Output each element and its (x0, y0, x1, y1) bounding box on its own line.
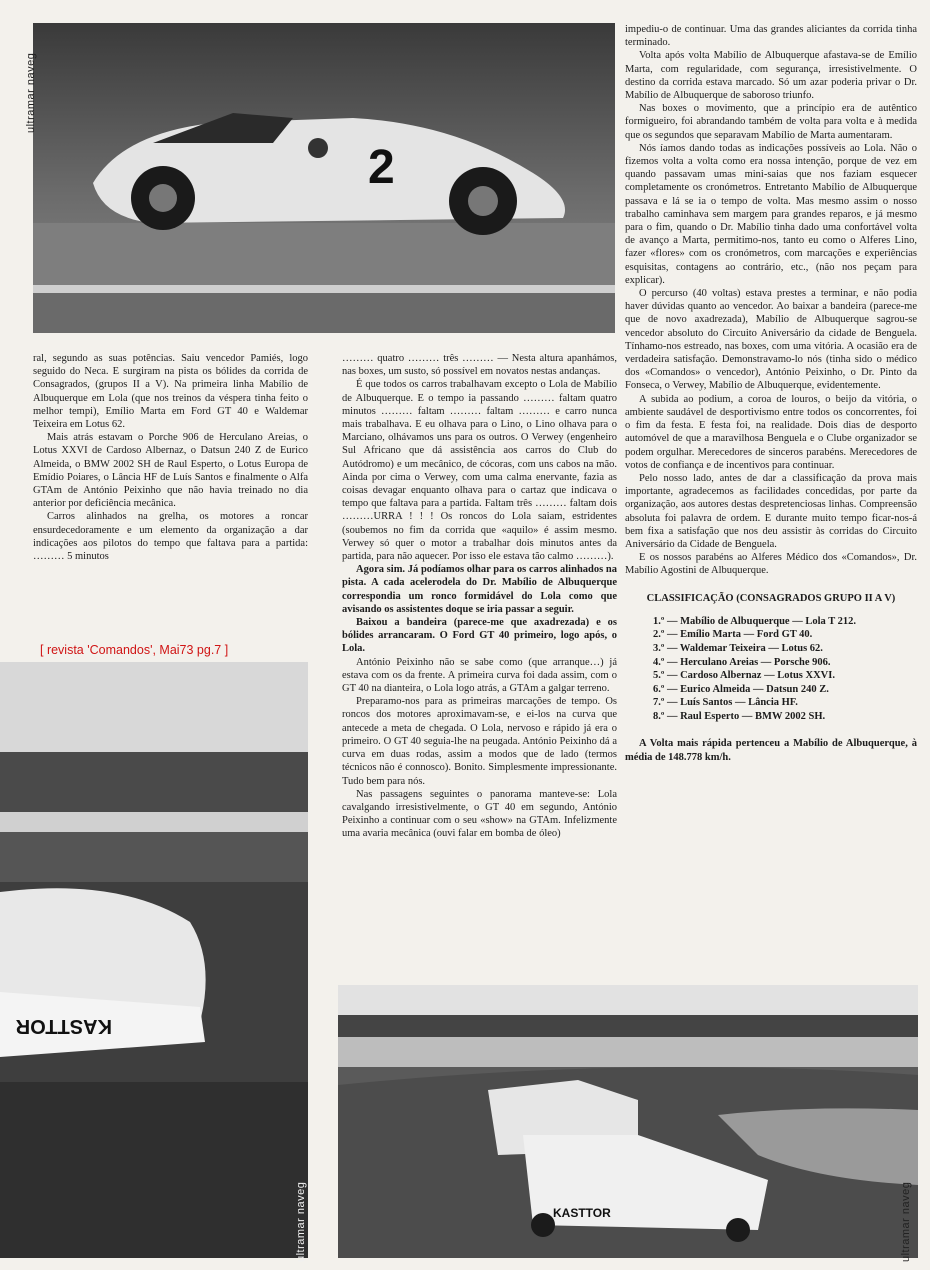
paragraph: E os nossos parabéns ao Alferes Médico dos «Comandos», Dr. Mabílio Agostini de Albuquerque. (625, 552, 917, 577)
paragraph: Baixou a bandeira (parece-me que axadrezada) e os bólides arrancaram. O Ford GT 40 primeiro, logo após, o Lola. (342, 617, 617, 655)
classification-entry: 3.º — Waldemar Teixeira — Lotus 62. (653, 642, 823, 654)
paragraph: Nós íamos dando todas as indicações possíveis ao Lola. Não o fizemos volta a volta como era nossa intenção, porque de vez em quando passavam umas mini-saias que nos faziam esquecer completamente os cronómetros. Entretanto Mabílio de Albuquerque passava e lá se ia o tempo de volta. Mas mesmo assim o nosso trabalho caminhava sem margem para grandes reparos, e já mesmo para o fim, quando o Dr. Mabílio tinha dado uma confortável volta de avanço a Marta, permitimo-nos, tanto eu como o Alferes Lino, fazer «flores» com os cronómetros, com marcações e experiências esquisitas, contagens ao contrário, etc., (não nos peçam para explicar). (625, 142, 917, 286)
sponsor-logo: KASTTOR (553, 1206, 611, 1220)
classification-entry: 4.º — Herculano Areias — Porsche 906. (653, 656, 831, 668)
photo-race-track-right (338, 985, 918, 1258)
paragraph: Preparamo-nos para as primeiras marcações de tempo. Os roncos dos motores aproximavam-se, e ei-los na curva que antecede a meta de chegada. O Lola, nervoso e rápido já era o primeiro. O GT 40 seguia-lhe na peugada. António Peixinho dá a curva em duas rodas, assim a modos que de lado (termos técnicos não é connosco). Bonito. Simplesmente impressionante. Tudo bem para nós. (342, 696, 617, 787)
classification-list (653, 615, 917, 724)
classification-entry: 8.º — Raul Esperto — BMW 2002 SH. (653, 710, 826, 722)
watermark: ultramar naveg (295, 1181, 307, 1262)
paragraph: impediu-o de continuar. Uma das grandes aliciantes da corrida tinha terminado. (625, 24, 917, 49)
column-left (33, 352, 308, 563)
classification-entry: 1.º — Mabílio de Albuquerque — Lola T 212. (653, 615, 857, 627)
paragraph: António Peixinho não se sabe como (que arranque…) já estava com os da frente. A primeira curva foi dada assim, com o GT 40 na dianteira, o Lola logo atrás, a GTAm a galgar terreno. (342, 656, 617, 695)
watermark: ultramar naveg (25, 52, 37, 133)
paragraph: A subida ao podium, a coroa de louros, o beijo da vitória, o ambiente saudável de desportivismo entre todos os concorrentes, foi o fim da festa. E festa foi, na realidade. Dois dias de desporto automóvel de que a maravilhosa Benguela e o Clube organizador se podem orgulhar. Merecedores de sinceros parabéns. Merecedores de votos de confiança e de incentivos para continuar. (625, 393, 917, 471)
classification-entry: 5.º — Cardoso Albernaz — Lotus XXVI. (653, 670, 835, 682)
paragraph: Volta após volta Mabílio de Albuquerque afastava-se de Emílio Marta, com regularidade, com segurança, irresistivelmente. O destino da corrida estava marcado. Só um azar poderia privar o Dr. Mabílio de Albuquerque de saboroso triunfo. (625, 50, 917, 102)
classification-entry: 6.º — Eurico Almeida — Datsun 240 Z. (653, 683, 829, 695)
column-right (625, 23, 917, 764)
car-number: 2 (368, 141, 395, 194)
paragraph: Agora sim. Já podíamos olhar para os carros alinhados na pista. A cada acelerodela do Dr. Mabílio de Albuquerque correspondia um ronco formidável do Lola como que avisando os assistentes doque se iria passar a seguir. (342, 564, 617, 615)
paragraph: É que todos os carros trabalhavam excepto o Lola de Mabílio de Albuquerque. E o tempo ia passando ……… faltam quatro minutos ……… faltam ……… faltam ……… e carro nunca mais trabalhava. E eu olhava para o Lino, o Lino olhava para o Marciano, olhávamos uns para os outros. O Verwey (engenheiro Sul Africano que dá assistência aos carros do Club do Autódromo) e um mecânico, de cócoras, com uns cabos na mão. Ainda por cima o Verwey, com uma calma enervante, fazia as coisas devagar enquanto olhava para o cartaz que indicava o tempo que faltava para a partida. Faltam três ……… faltam dois ………URRA ! ! ! Os roncos do Lola saiam, estridentes (soubemos no fim da corrida que «aquilo» é assim mesmo. Verwey só quer o motor a trabalhar dois minutos antes da partida, para não aquecer. Por isso ele estava tão calmo ………). (342, 379, 617, 563)
classification-entry: 2.º — Emílio Marta — Ford GT 40. (653, 629, 813, 641)
paragraph: ……… quatro ……… três ……… — Nesta altura apanhámos, nas boxes, um susto, só possível em novatos nestas andanças. (342, 353, 617, 378)
source-caption: [ revista 'Comandos', Mai73 pg.7 ] (40, 643, 229, 657)
paragraph: ral, segundo as suas potências. Saiu vencedor Pamiés, logo seguido do Neca. E surgiram na pista os bólides da corrida de Consagrados, (grupos II a V). Na primeira linha Mabílio de Albuquerque em Lola (que nos treinos da véspera tinha feito o melhor tempi), Emílio Marta em Ford GT 40 e Waldemar Teixeira em Lotus 62. (33, 353, 308, 431)
paragraph: Pelo nosso lado, antes de dar a classificação da prova mais importante, agradecemos as facilidades concedidas, por parte da organização, aos autores destas despretenciosas linhas. Compreensão absoluta foi palavra de ordem. E durante muito tempo ficar-nos-á bem fixa a satisfação que nos deu assistir às corridas do Circuito Aniversário da Cidade de Benguela. (625, 472, 917, 550)
column-middle (342, 352, 617, 841)
photo-race-car-top (33, 23, 615, 333)
paragraph: Mais atrás estavam o Porche 906 de Herculano Areias, o Lotus XXVI de Cardoso Albernaz, o Datsun 240 Z de Eurico Almeida, o BMW 2002 SH de Raul Esperto, o Lotus Europa de Emídio Poiares, o Lância HF de Luís Santos e finalmente o Alfa GTAm de António Peixinho que não havia treinado no dia anterior por deficiência mecânica. (33, 432, 308, 510)
paragraph: Carros alinhados na grelha, os motores a roncar ensurdecedoramente e um elemento da organização a dar indicações aos pilotos do tempo que faltava para a partida: ……… 5 minutos (33, 511, 308, 563)
fastest-lap: A Volta mais rápida pertenceu a Mabílio de Albuquerque, à média de 148.778 km/h. (625, 738, 917, 763)
classification-entry: 7.º — Luís Santos — Lância HF. (653, 697, 798, 709)
classification-title: CLASSIFICAÇÃO (CONSAGRADOS GRUPO II A V) (646, 592, 896, 604)
sponsor-logo: KASTTOR (15, 1015, 112, 1037)
watermark: ultramar naveg (900, 1181, 912, 1262)
paragraph: Nas passagens seguintes o panorama manteve-se: Lola cavalgando irresistivelmente, o GT 40 em segundo, António Peixinho a continuar com o seu «show» na GTAm. Infelizmente uma avaria mecânica (ouvi falar em bomba de óleo) (342, 788, 617, 840)
paragraph: O percurso (40 voltas) estava prestes a terminar, e não podia haver dúvidas quanto ao vencedor. Ao baixar a bandeira (parece-me que de novo axadrezada), Mabílio de Albuquerque sagrou-se vencedor absoluto do Circuito Aniversário da cidade de Benguela. Tínhamo-nos estreado, nas boxes, com uma vitória. A ocasião era de verdadeira satisfação. Demonstravamo-lo nós (tinha sido o médico dos «Comandos» o vencedor), António Peixinho, o Dr. Pinto da Fonseca, o Verwey, Mabílio de Albuquerque, evidentemente. (625, 288, 917, 392)
photo-race-car-left (0, 662, 308, 1258)
paragraph: Nas boxes o movimento, que a princípio era de autêntico formigueiro, foi abrandando também de volta para volta e à medida que os segundos que separavam Mabílio de Marta aumentaram. (625, 103, 917, 141)
